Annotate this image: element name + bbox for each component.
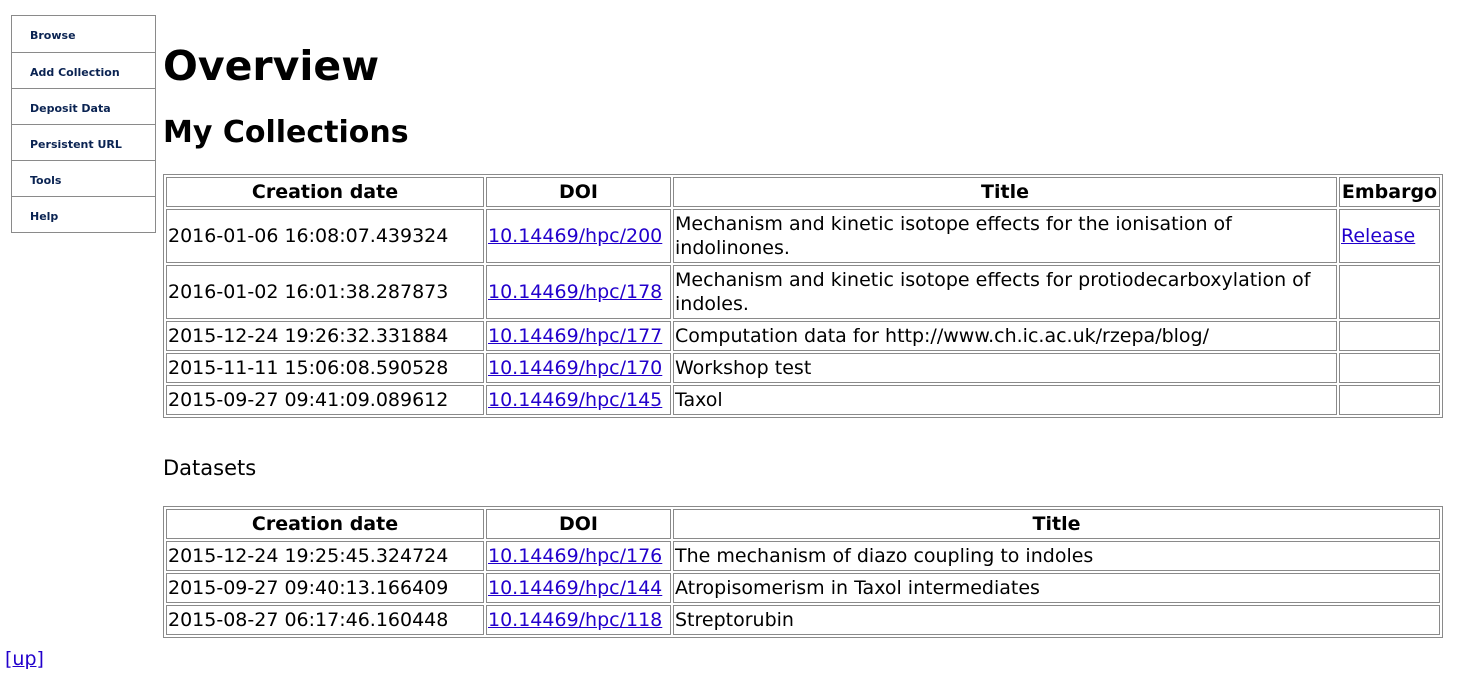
doi-link[interactable]: 10.14469/hpc/118 [488, 609, 663, 631]
collections-table [163, 174, 1443, 418]
cell-title: Atropisomerism in Taxol intermediates [673, 573, 1440, 603]
nav-item-persistent-url[interactable]: Persistent URL [12, 124, 155, 160]
table-row [166, 209, 1440, 263]
sidebar-nav [11, 15, 156, 233]
cell-doi [486, 541, 671, 571]
release-link[interactable]: Release [1341, 225, 1416, 247]
cell-doi [486, 573, 671, 603]
datasets-table [163, 506, 1443, 638]
doi-link[interactable]: 10.14469/hpc/170 [488, 357, 663, 379]
column-header-title: Title [673, 509, 1440, 539]
doi-link[interactable]: 10.14469/hpc/145 [488, 389, 663, 411]
cell-title: Computation data for http://www.ch.ic.ac.uk/rzepa/blog/ [673, 321, 1337, 351]
table-row [166, 321, 1440, 351]
doi-link[interactable]: 10.14469/hpc/176 [488, 545, 663, 567]
table-header-row [166, 177, 1440, 207]
nav-item-tools[interactable]: Tools [12, 160, 155, 196]
cell-embargo [1339, 321, 1440, 351]
cell-title: Mechanism and kinetic isotope effects for the ionisation of indolinones. [673, 209, 1337, 263]
cell-title: The mechanism of diazo coupling to indoles [673, 541, 1440, 571]
doi-link[interactable]: 10.14469/hpc/144 [488, 577, 663, 599]
column-header-date: Creation date [166, 177, 484, 207]
cell-title: Streptorubin [673, 605, 1440, 635]
column-header-date: Creation date [166, 509, 484, 539]
doi-link[interactable]: 10.14469/hpc/178 [488, 281, 663, 303]
cell-embargo [1339, 353, 1440, 383]
column-header-doi: DOI [486, 509, 671, 539]
cell-embargo [1339, 265, 1440, 319]
doi-link[interactable]: 10.14469/hpc/200 [488, 225, 663, 247]
datasets-heading: Datasets [163, 456, 257, 480]
cell-date: 2015-12-24 19:26:32.331884 [166, 321, 484, 351]
cell-doi [486, 385, 671, 415]
cell-date: 2016-01-02 16:01:38.287873 [166, 265, 484, 319]
cell-doi [486, 209, 671, 263]
column-header-doi: DOI [486, 177, 671, 207]
cell-date: 2015-12-24 19:25:45.324724 [166, 541, 484, 571]
table-header-row [166, 509, 1440, 539]
page-title: Overview [163, 42, 380, 90]
nav-item-browse[interactable]: Browse [12, 16, 155, 52]
cell-title: Workshop test [673, 353, 1337, 383]
cell-title: Mechanism and kinetic isotope effects for protiodecarboxylation of indoles. [673, 265, 1337, 319]
table-row [166, 605, 1440, 635]
cell-doi [486, 265, 671, 319]
cell-date: 2016-01-06 16:08:07.439324 [166, 209, 484, 263]
cell-doi [486, 605, 671, 635]
collections-heading: My Collections [163, 115, 409, 150]
nav-item-add-collection[interactable]: Add Collection [12, 52, 155, 88]
doi-link[interactable]: 10.14469/hpc/177 [488, 325, 663, 347]
nav-item-help[interactable]: Help [12, 196, 155, 232]
column-header-title: Title [673, 177, 1337, 207]
cell-date: 2015-08-27 06:17:46.160448 [166, 605, 484, 635]
cell-date: 2015-09-27 09:41:09.089612 [166, 385, 484, 415]
table-row [166, 385, 1440, 415]
table-row [166, 541, 1440, 571]
cell-embargo [1339, 209, 1440, 263]
cell-title: Taxol [673, 385, 1337, 415]
nav-item-deposit-data[interactable]: Deposit Data [12, 88, 155, 124]
table-row [166, 353, 1440, 383]
cell-doi [486, 321, 671, 351]
cell-date: 2015-11-11 15:06:08.590528 [166, 353, 484, 383]
cell-date: 2015-09-27 09:40:13.166409 [166, 573, 484, 603]
table-row [166, 573, 1440, 603]
cell-embargo [1339, 385, 1440, 415]
cell-doi [486, 353, 671, 383]
table-row [166, 265, 1440, 319]
up-link[interactable]: [up] [5, 648, 44, 670]
column-header-embargo: Embargo [1339, 177, 1440, 207]
